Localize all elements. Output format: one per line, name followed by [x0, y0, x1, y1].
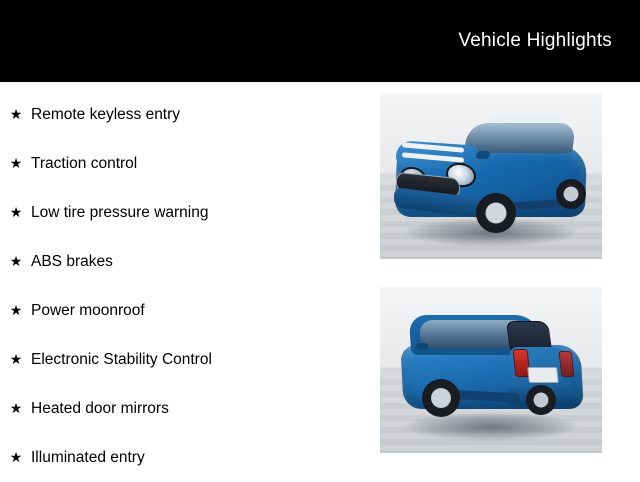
feature-label: Power moonroof	[31, 301, 145, 319]
feature-label: Heated door mirrors	[31, 399, 169, 417]
car-rear-wheel	[556, 179, 586, 209]
star-bullet-icon: ★	[9, 449, 23, 466]
star-bullet-icon: ★	[9, 351, 23, 368]
star-bullet-icon: ★	[9, 302, 23, 319]
list-item	[0, 433, 380, 482]
car-windshield	[464, 123, 576, 153]
star-bullet-icon: ★	[9, 155, 23, 172]
feature-label: ABS brakes	[31, 252, 113, 270]
vehicle-photo-front-three-quarter	[380, 93, 602, 259]
car-rear-wheel	[422, 379, 460, 417]
car-shadow	[407, 413, 576, 440]
page-header	[0, 0, 640, 82]
photo-column	[380, 82, 640, 480]
star-bullet-icon: ★	[9, 400, 23, 417]
car-taillight-right	[559, 351, 575, 377]
car-front-wheel	[526, 385, 556, 415]
feature-label: Low tire pressure warning	[31, 203, 209, 221]
star-bullet-icon: ★	[9, 204, 23, 221]
car-license-plate	[527, 367, 559, 383]
feature-list	[0, 82, 380, 482]
feature-label: Illuminated entry	[31, 448, 145, 466]
car-front-wheel	[476, 193, 516, 233]
feature-label: Remote keyless entry	[31, 105, 181, 123]
list-item	[0, 188, 380, 237]
list-item	[0, 286, 380, 335]
star-bullet-icon: ★	[9, 253, 23, 270]
feature-label: Electronic Stability Control	[31, 350, 212, 368]
star-bullet-icon: ★	[9, 106, 23, 123]
page-title: Vehicle Highlights	[458, 30, 612, 51]
page-content	[0, 82, 640, 480]
car-side-mirror	[416, 343, 428, 350]
feature-label: Traction control	[31, 154, 138, 172]
list-item	[0, 384, 380, 433]
list-item	[0, 237, 380, 286]
list-item	[0, 335, 380, 384]
vehicle-photo-rear-three-quarter	[380, 287, 602, 453]
list-item	[0, 139, 380, 188]
list-item	[0, 90, 380, 139]
